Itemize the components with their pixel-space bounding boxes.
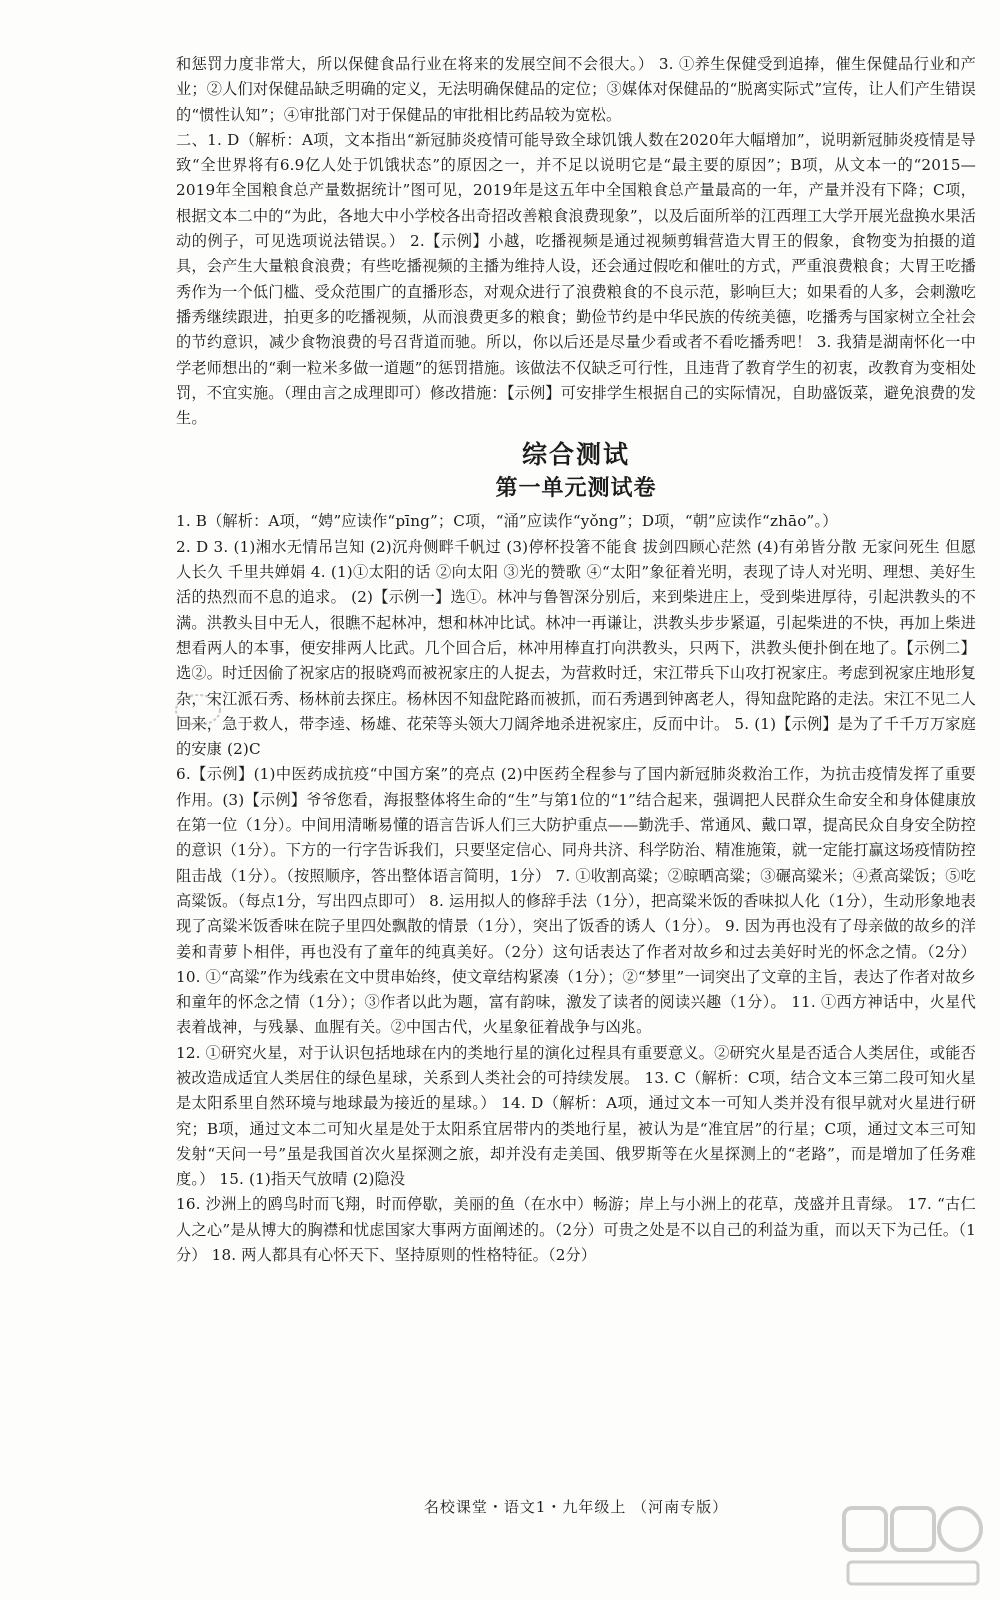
answer-content [176, 52, 976, 1268]
answer-paragraph-1: 和惩罚力度非常大，所以保健食品行业在将来的发展空间不会很大。） 3. ①养生保健受到追捧，催生保健品行业和产业；②人们对保健品缺乏明确的定义，无法明确保健品的定位；③媒体对保健品的“脱离实际式”宣传，让人们产生错误的“惯性认知”；④审批部门对于保健品的审批相比药品较为宽松。 [176, 55, 976, 124]
watermark-logo-icon [838, 1500, 988, 1592]
answer-items-2-5: 2. D 3. (1)湘水无情吊岂知 (2)沉舟侧畔千帆过 (3)停杯投箸不能食 拔剑四顾心茫然 (4)有弟皆分散 无家问死生 但愿人长久 千里共婵娟 4. (1)①太阳的话 ②向太阳 ③光的赞歌 ④“太阳”象征着光明，表现了诗人对光明、理想、美好生活的热烈而不息的追求。 (2)【示例一】选①。林冲与鲁智深分别后，来到柴进庄上，受到柴进厚待，引起洪教头的不满。洪教头目中无人，很瞧不起林冲，想和林冲比试。林冲一再谦让，洪教头步步紧逼，引起柴进的不快，再加上柴进想看两人的本事，便安排两人比武。几个回合后，林冲用棒直打向洪教头，只两下，洪教头便扑倒在地了。【示例二】选②。时迁因偷了祝家店的报晓鸡而被祝家庄的人捉去，为营救时迁，宋江带兵下山攻打祝家庄。考虑到祝家庄地形复杂，宋江派石秀、杨林前去探庄。杨林因不知盘陀路而被抓，而石秀遇到钟离老人，得知盘陀路的走法。宋江不见二人回来，急于救人，带李逵、杨雄、花荣等头领大刀阔斧地杀进祝家庄，反而中计。 5. (1)【示例】是为了千千万万家庭的安康 (2)C [176, 537, 976, 759]
answer-items-12-15: 12. ①研究火星，对于认识包括地球在内的类地行星的演化过程具有重要意义。②研究火星是否适合人类居住，或能否被改造成适宜人类居住的绿色星球，关系到人类社会的可持续发展。 13. C（解析：C项，结合文本三第二段可知火星是太阳系里自然环境与地球最为接近的星球。） 14. D（解析：A项，通过文本一可知人类并没有很早就对火星进行研究；B项，通过文本二可知火星是处于太阳系宜居带内的类地行星，被认为是“准宜居”的行星；C项，通过文本三可知发射“天问一号”虽是我国首次火星探测之旅，却并没有走美国、俄罗斯等在火星探测上的“老路”，而是增加了任务难度。） 15. (1)指天气放晴 (2)隐没 [176, 1043, 976, 1189]
page-footer: 名校课堂・语文1・九年级上 （河南专版） [423, 1498, 729, 1516]
answer-item-1: 1. B（解析：A项，“娉”应读作“pīng”；C项，“涌”应读作“yǒng”；D项，“朝”应读作“zhāo”。） [176, 512, 838, 531]
answer-items-16-18: 16. 沙洲上的鸥鸟时而飞翔，时而停歇，美丽的鱼（在水中）畅游；岸上与小洲上的花草，茂盛并且青绿。 17. “古仁人之心”是从博大的胸襟和忧虑国家大事两方面阐述的。（2分）可贵之处是不以自己的利益为重，而以天下为己任。（1分） 18. 两人都具有心怀天下、坚持原则的性格特征。（2分） [176, 1195, 976, 1265]
answer-paragraph-2: 二、1. D（解析：A项，文本指出“新冠肺炎疫情可能导致全球饥饿人数在2020年大幅增加”，说明新冠肺炎疫情是导致“全世界将有6.9亿人处于饥饿状态”的原因之一，并不足以说明它是“最主要的原因”；B项，从文本一的“2015—2019年全国粮食总产量数据统计”图可见，2019年是这五年中全国粮食总产量最高的一年，产量并没有下降；C项，根据文本二中的“为此，各地大中小学校各出奇招改善粮食浪费现象”，以及后面所举的江西理工大学开展光盘换水果活动的例子，可见选项说法错误。） 2.【示例】小越，吃播视频是通过视频剪辑营造大胃王的假象，食物变为拍摄的道具，会产生大量粮食浪费；有些吃播视频的主播为维持人设，还会通过假吃和催吐的方式，严重浪费粮食；大胃王吃播秀作为一个低门槛、受众范围广的直播形态，对观众进行了浪费粮食的不良示范，影响巨大；如果看的人多，会刺激吃播秀继续跟进，拍更多的吃播视频，从而浪费更多的粮食；勤俭节约是中华民族的传统美德，吃播秀与国家树立全社会的节约意识，减少食物浪费的号召背道而驰。所以，你以后还是尽量少看或者不看吃播秀吧！ 3. 我猜是湖南怀化一中学老师想出的“剩一粒米多做一道题”的惩罚措施。该做法不仅缺乏可行性，且违背了教育学生的初衷，改教育为变相处罚，不宜实施。（理由言之成理即可）修改措施：【示例】可安排学生根据自己的实际情况，自助盛饭菜，避免浪费的发生。 [176, 130, 976, 428]
section-title: 综合测试 [521, 440, 630, 470]
unit-title: 第一单元测试卷 [495, 476, 657, 502]
answer-items-6-11: 6.【示例】(1)中医药成抗疫“中国方案”的亮点 (2)中医药全程参与了国内新冠肺炎救治工作，为抗击疫情发挥了重要作用。(3)【示例】爷爷您看，海报整体将生命的“生”与第1位的“1”结合起来，强调把人民群众生命安全和身体健康放在第一位（1分）。中间用清晰易懂的语言告诉人们三大防护重点——勤洗手、常通风、戴口罩，提高民众自身安全防控的意识（1分）。下方的一行字告诉我们，只要坚定信心、同舟共济、科学防治、精准施策，就一定能打赢这场疫情防控阻击战（1分）。（按照顺序，答出整体语言简明，1分） 7. ①收割高粱；②晾晒高粱；③碾高粱米；④煮高粱饭；⑤吃高粱饭。（每点1分，写出四点即可） 8. 运用拟人的修辞手法（1分），把高粱米饭的香味拟人化（1分），生动形象地表现了高粱米饭香味在院子里四处飘散的情景（1分），突出了饭香的诱人（1分）。 9. 因为再也没有了母亲做的故乡的洋姜和青萝卜相伴，再也没有了童年的纯真美好。（2分）这句话表达了作者对故乡和过去美好时光的怀念之情。（2分） 10. ①“高粱”作为线索在文中贯串始终，使文章结构紧凑（1分）；②“梦里”一词突出了文章的主旨，表达了作者对故乡和童年的怀念之情（1分）；③作者以此为题，富有韵味，激发了读者的阅读兴趣（1分）。 11. ①西方神话中，火星代表着战神，与残暴、血腥有关。②中国古代，火星象征着战争与凶兆。 [176, 765, 976, 1037]
stamp-mark-icon [172, 690, 224, 730]
